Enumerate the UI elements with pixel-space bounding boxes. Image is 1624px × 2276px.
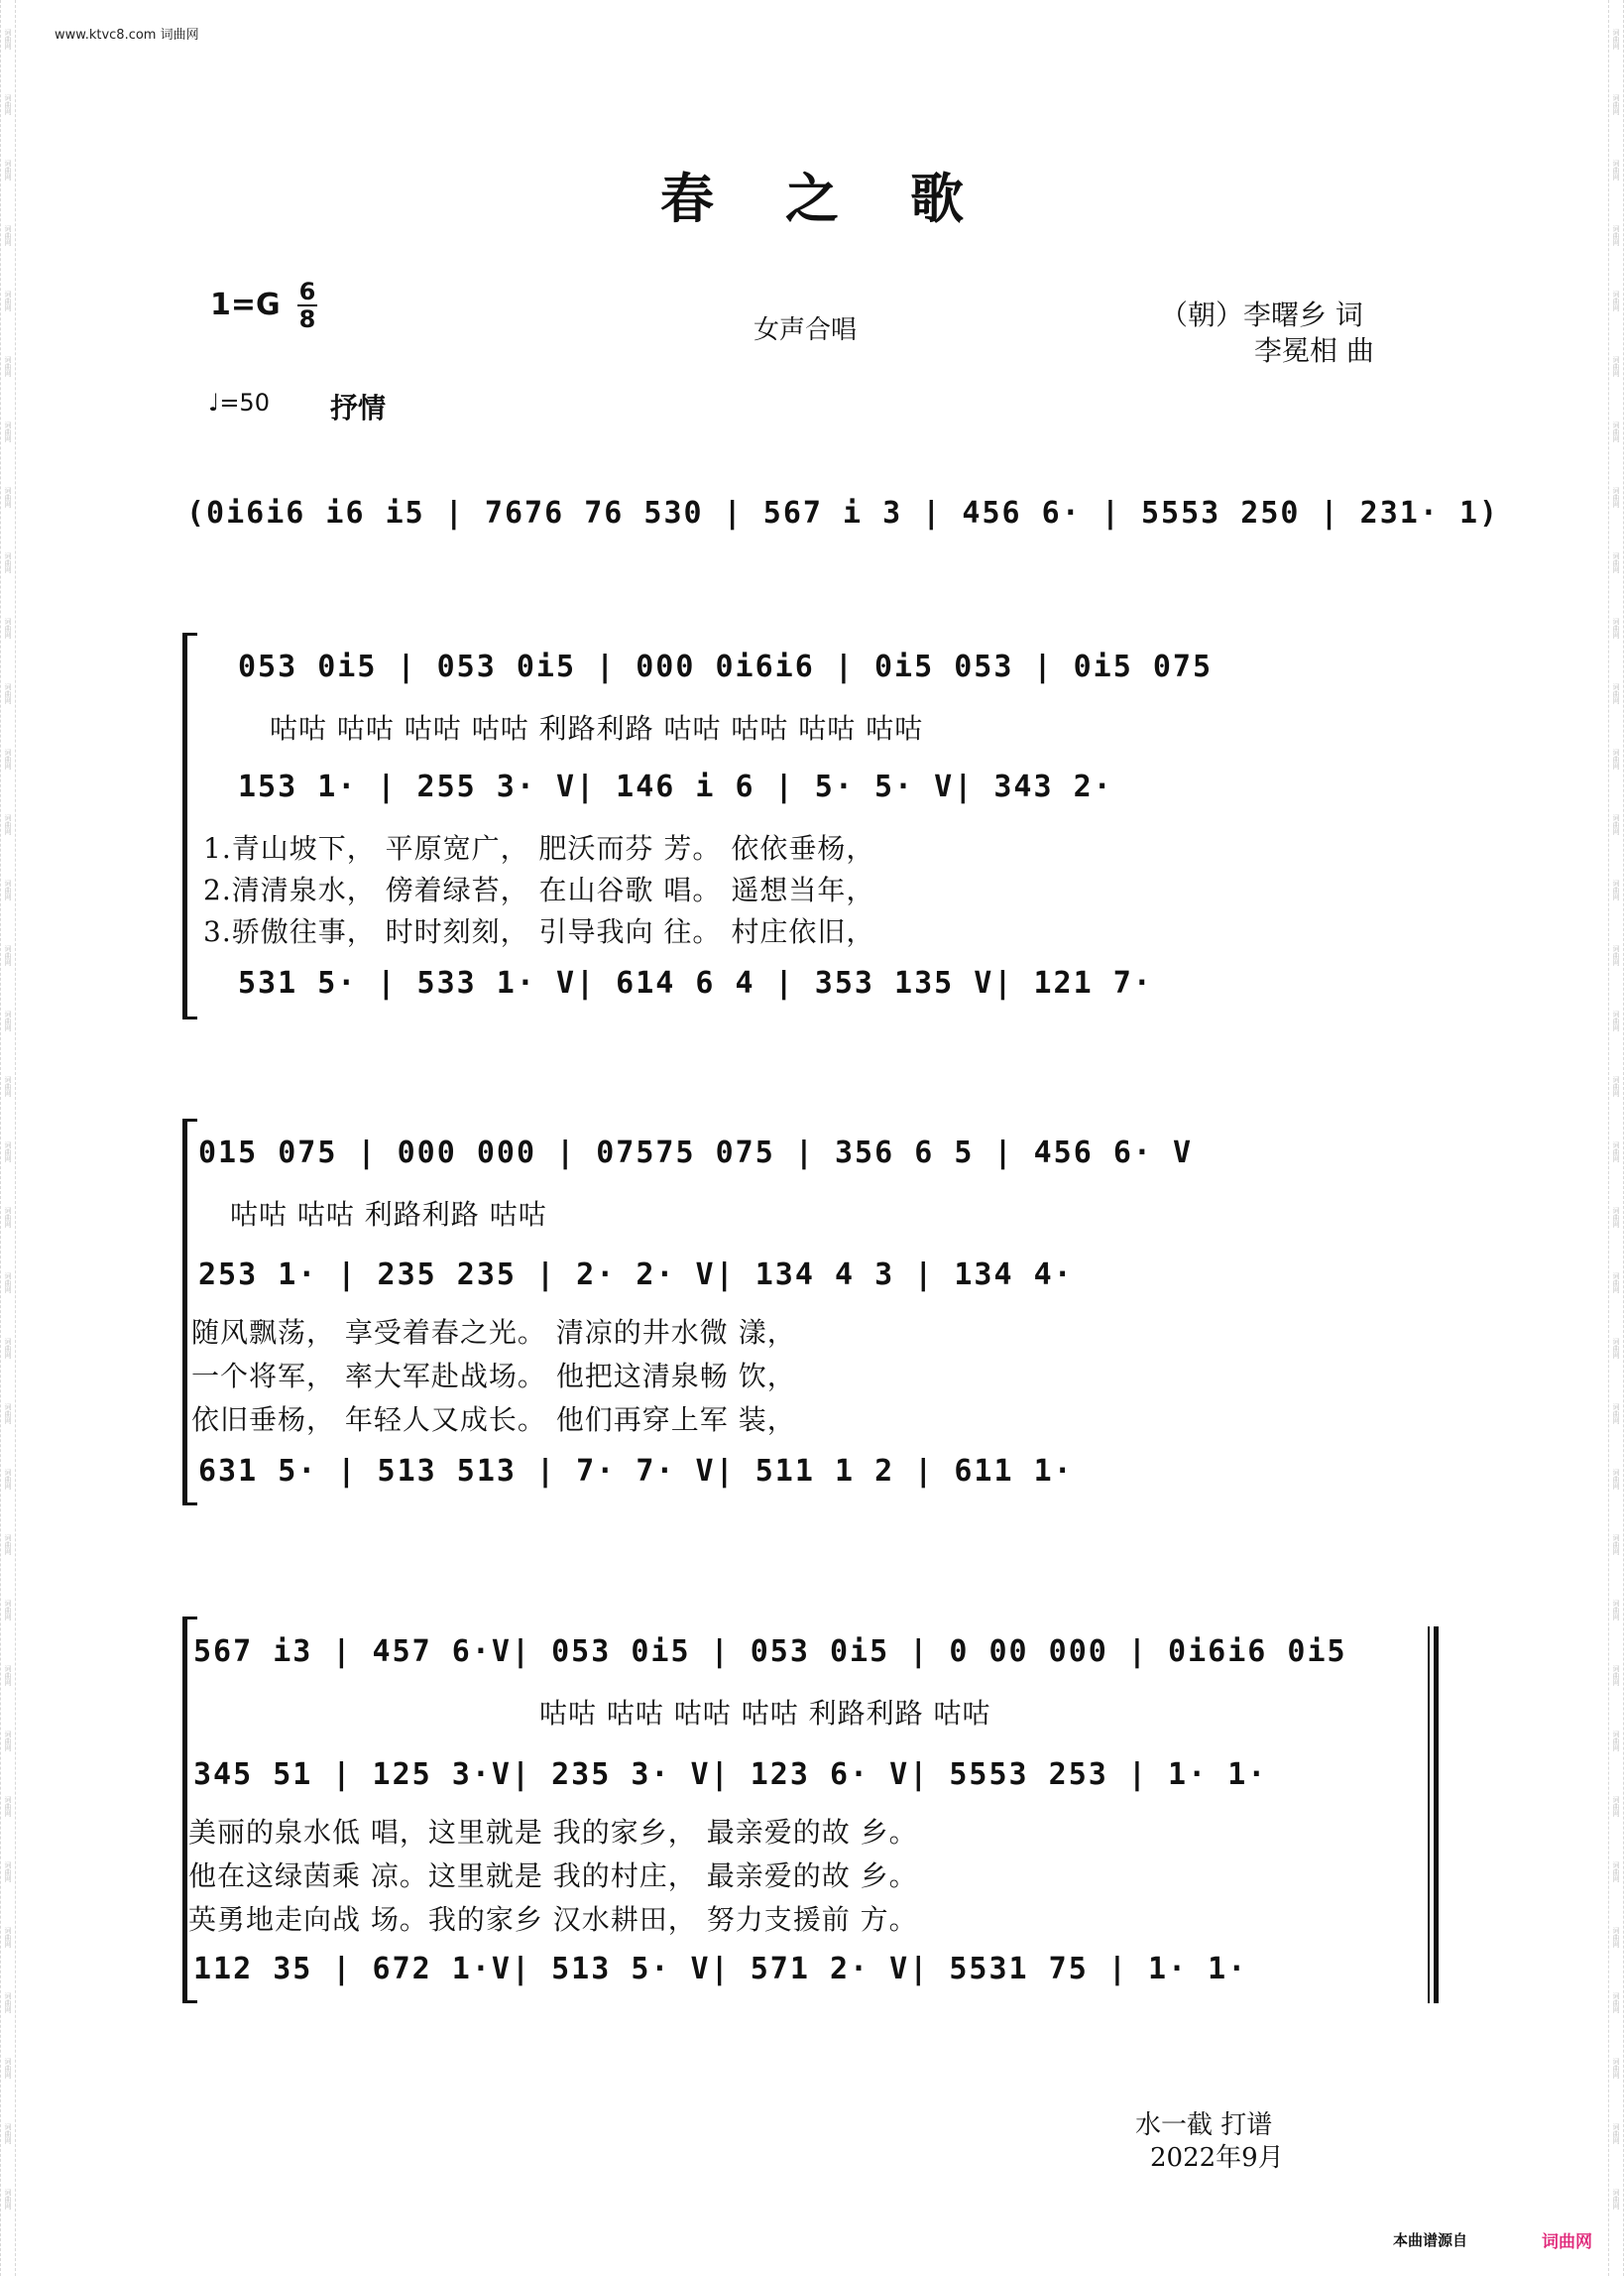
system-1-bracket [182,633,197,1019]
watermark-text: 词 曲 网 [4,1076,12,1098]
watermark-text: 词 曲 网 [4,291,12,312]
watermark-text: 词 曲 网 [4,1272,12,1294]
watermark-text: 词 曲 网 [4,749,12,771]
system-3-lyric-1: 美丽的泉水低 唱，这里就是 我的家乡， 最亲爱的故 乡。 [188,1816,918,1849]
watermark-text: 词 曲 网 [1612,225,1620,247]
footer-brand-link[interactable]: 词曲网 [1542,2232,1592,2252]
watermark-text: 词 曲 网 [1612,94,1620,116]
watermark-text: 词 曲 网 [1612,1861,1620,1883]
genre-label: 女声合唱 [754,315,858,345]
system-1-lyric-2: 2.清清泉水， 傍着绿苔， 在山谷歌 唱。 遥想当年， [203,874,875,906]
watermark-text: 词 曲 网 [4,2123,12,2145]
time-signature [297,280,317,331]
watermark-text: 词 曲 网 [1612,421,1620,443]
watermark-text: 词 曲 网 [1612,1534,1620,1556]
watermark-text: 词 曲 网 [4,94,12,116]
watermark-text: 词 曲 网 [1612,945,1620,967]
site-url[interactable]: www.ktvc8.com 词曲网 [55,28,199,43]
watermark-text: 词 曲 网 [1612,1992,1620,2014]
watermark-text: 词 曲 网 [1612,552,1620,574]
watermark-text: 词 曲 网 [1612,160,1620,181]
system-1-lyric-1: 1.青山坡下， 平原宽广， 肥沃而芬 芳。 依依垂杨， [203,832,875,865]
watermark-text: 词 曲 网 [4,1011,12,1032]
watermark-text: 词 曲 网 [4,1403,12,1425]
system-2-mid-notes: 253 1· | 235 235 | 2· 2· V| 134 4 3 | 134 4· [198,1258,1074,1292]
watermark-text: 词 曲 网 [4,421,12,443]
watermark-text: 词 曲 网 [1612,1403,1620,1425]
watermark-text: 词 曲 网 [4,814,12,836]
watermark-text: 词 曲 网 [1612,814,1620,836]
transcriber-credit: 水一截 打谱 [1135,2110,1273,2140]
watermark-text: 词 曲 网 [1612,1141,1620,1163]
watermark-text: 词 曲 网 [1612,356,1620,378]
system-3-bracket [182,1617,197,2003]
watermark-text: 词 曲 网 [1612,749,1620,771]
system-3-lyric-2: 他在这绿茵乘 凉。这里就是 我的村庄， 最亲爱的故 乡。 [188,1859,918,1892]
system-3-top-lyric: 咕咕 咕咕 咕咕 咕咕 利路利路 咕咕 [539,1697,991,1730]
system-1-top-lyric: 咕咕 咕咕 咕咕 咕咕 利路利路 咕咕 咕咕 咕咕 咕咕 [270,712,924,745]
watermark-text: 词 曲 网 [1612,1272,1620,1294]
watermark-text: 词 曲 网 [4,2058,12,2080]
system-2-top-lyric: 咕咕 咕咕 利路利路 咕咕 [230,1198,547,1231]
watermark-text: 词 曲 网 [1612,1076,1620,1098]
watermark-text: 词 曲 网 [1612,880,1620,901]
watermark-text: 词 曲 网 [4,1469,12,1491]
watermark-text: 词 曲 网 [4,1861,12,1883]
system-2-lyric-1: 随风飘荡， 享受着春之光。 清凉的井水微 漾， [191,1316,796,1349]
watermark-text: 词 曲 网 [1612,1011,1620,1032]
watermark-text: 词 曲 网 [4,1927,12,1949]
watermark-text: 词 曲 网 [4,1534,12,1556]
watermark-text: 词 曲 网 [4,160,12,181]
watermark-text: 词 曲 网 [1612,1469,1620,1491]
watermark-text: 词 曲 网 [4,1338,12,1360]
watermark-text: 词 曲 网 [1612,2189,1620,2211]
watermark-text: 词 曲 网 [4,1731,12,1752]
watermark-text: 词 曲 网 [4,1141,12,1163]
tempo-marking: ♩=50 [208,389,270,417]
watermark-text: 词 曲 网 [4,1207,12,1229]
system-2-low-notes: 631 5· | 513 513 | 7· 7· V| 511 1 2 | 611 1· [198,1454,1074,1489]
lyricist-credit: （朝）李曙乡 词 [1160,299,1363,331]
watermark-text: 词 曲 网 [4,1600,12,1621]
expression-marking: 抒情 [330,392,387,424]
final-barline-thick [1434,1626,1439,2003]
watermark-text: 词 曲 网 [1612,1731,1620,1752]
watermark-text: 词 曲 网 [1612,618,1620,640]
system-2-lyric-2: 一个将军， 率大军赴战场。 他把这清泉畅 饮， [191,1360,796,1392]
watermark-text: 词 曲 网 [4,356,12,378]
system-3-lyric-3: 英勇地走向战 场。我的家乡 汉水耕田， 努力支援前 方。 [188,1903,918,1936]
key-signature: 1=G [210,288,281,322]
watermark-text: 词 曲 网 [4,552,12,574]
system-1-low-notes: 531 5· | 533 1· V| 614 6 4 | 353 135 V| 121 7· [238,966,1153,1001]
watermark-text: 词 曲 网 [1612,683,1620,705]
system-2-top-notes: 015 075 | 000 000 | 07575 075 | 356 6 5 | 456 6· V [198,1136,1194,1170]
watermark-text: 词 曲 网 [1612,1207,1620,1229]
watermark-text: 词 曲 网 [4,1665,12,1687]
watermark-text: 词 曲 网 [1612,2123,1620,2145]
footer-source: 本曲谱源自 [1393,2231,1468,2249]
time-bottom: 8 [298,305,316,333]
watermark-text: 词 曲 网 [4,880,12,901]
watermark-text: 词 曲 网 [1612,291,1620,312]
left-watermark-strip [0,0,16,2276]
transcription-date: 2022年9月 [1150,2143,1284,2173]
watermark-text: 词 曲 网 [4,683,12,705]
time-top: 6 [298,278,316,305]
watermark-text: 词 曲 网 [1612,1338,1620,1360]
watermark-text: 词 曲 网 [4,29,12,51]
system-1-lyric-3: 3.骄傲往事， 时时刻刻， 引导我向 往。 村庄依旧， [203,915,875,948]
watermark-text: 词 曲 网 [1612,487,1620,509]
system-1-mid-notes: 153 1· | 255 3· V| 146 i 6 | 5· 5· V| 343 2· [238,770,1113,804]
watermark-text: 词 曲 网 [4,1796,12,1818]
intro-notes: (0i6i6 i6 i5 | 7676 76 530 | 567 i 3 | 456 6· | 5553 250 | 231· 1) [186,496,1500,531]
watermark-text: 词 曲 网 [4,225,12,247]
system-3-mid-notes: 345 51 | 125 3·V| 235 3· V| 123 6· V| 5553 253 | 1· 1· [193,1757,1268,1792]
watermark-text: 词 曲 网 [4,618,12,640]
system-2-lyric-3: 依旧垂杨， 年轻人又成长。 他们再穿上军 装， [191,1403,796,1436]
song-title: 春之歌 [660,167,1035,230]
watermark-text: 词 曲 网 [1612,1665,1620,1687]
watermark-text: 词 曲 网 [4,1992,12,2014]
watermark-text: 词 曲 网 [1612,1927,1620,1949]
system-3-top-notes: 567 i3 | 457 6·V| 053 0i5 | 053 0i5 | 0 00 000 | 0i6i6 0i5 [193,1634,1347,1669]
final-barline-thin [1428,1626,1430,2003]
watermark-text: 词 曲 网 [1612,1600,1620,1621]
watermark-text: 词 曲 网 [1612,29,1620,51]
right-watermark-strip [1608,0,1624,2276]
system-1-top-notes: 053 0i5 | 053 0i5 | 000 0i6i6 | 0i5 053 | 0i5 075 [238,650,1214,684]
composer-credit: 李冕相 曲 [1254,334,1374,367]
watermark-text: 词 曲 网 [1612,1796,1620,1818]
watermark-text: 词 曲 网 [1612,2058,1620,2080]
watermark-text: 词 曲 网 [4,945,12,967]
watermark-text: 词 曲 网 [4,2189,12,2211]
system-3-low-notes: 112 35 | 672 1·V| 513 5· V| 571 2· V| 5531 75 | 1· 1· [193,1952,1248,1986]
watermark-text: 词 曲 网 [4,487,12,509]
